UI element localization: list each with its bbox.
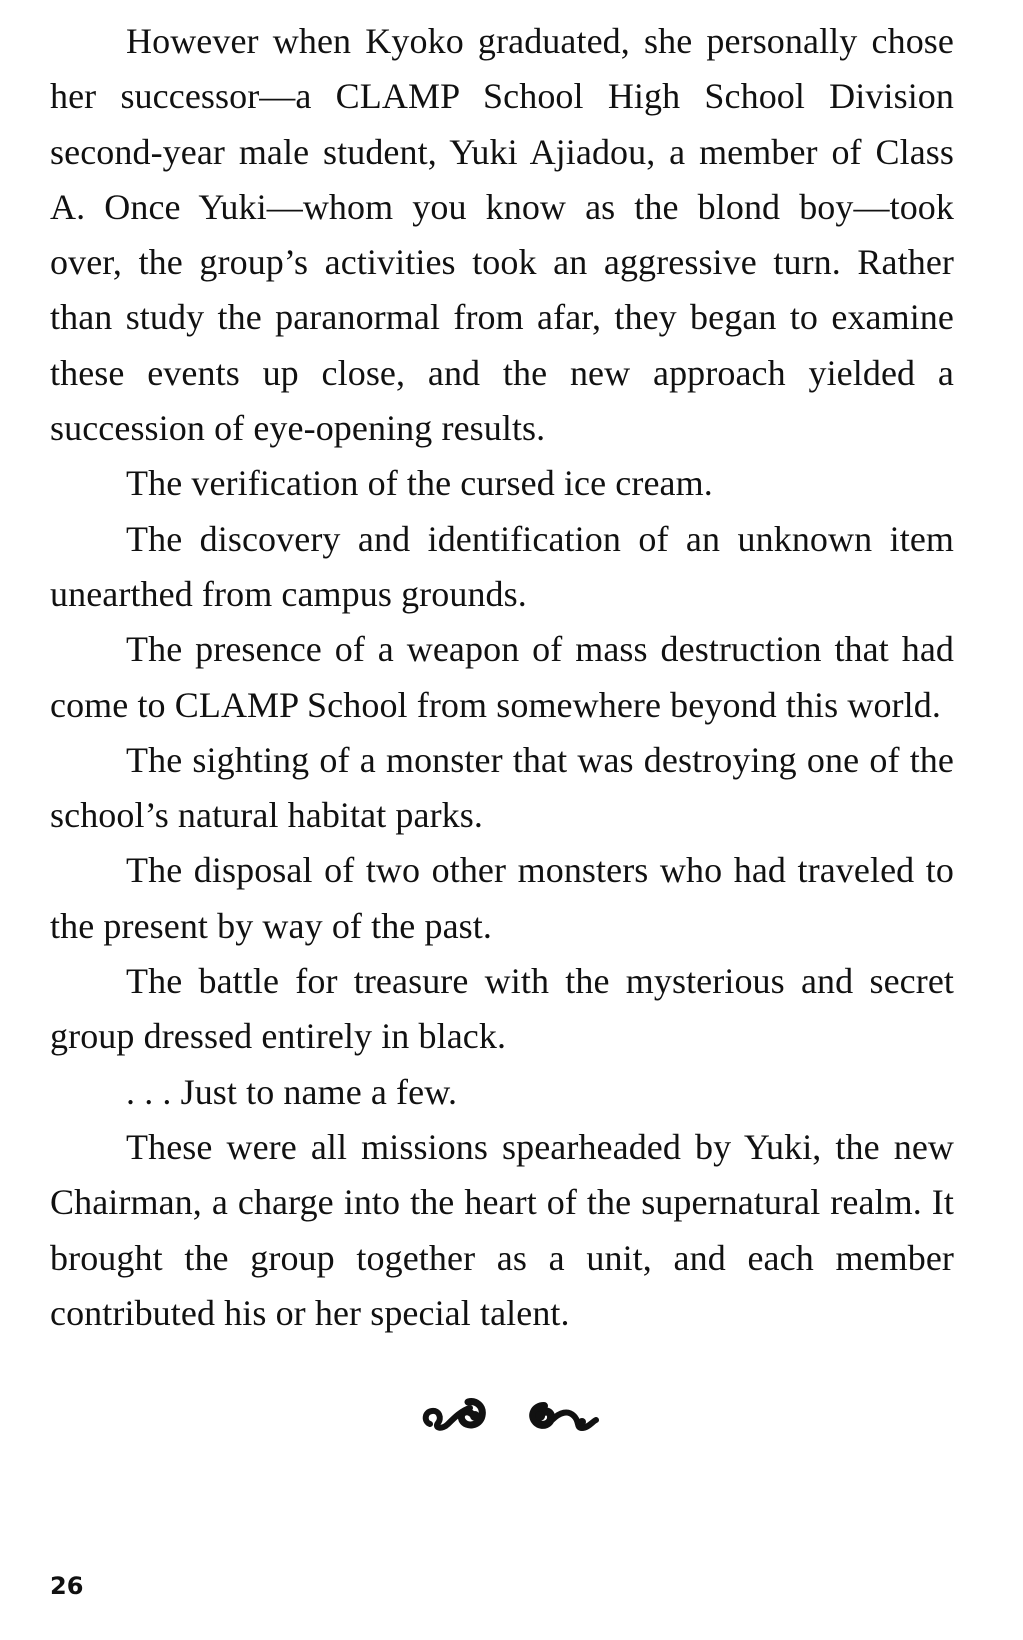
paragraph-missions-summary: These were all missions spearheaded by Yuki, the new Chairman, a charge into the heart of the supernatural realm. It brought the group together as a unit, and each member contributed his or her special talent. [50,1126,954,1333]
section-break-flourish-icon [0,1392,1023,1442]
paragraph-monster-sighting: The sighting of a monster that was destroying one of the school’s natural habitat parks. [50,739,954,836]
paragraph-name-a-few: . . . Just to name a few. [126,1071,458,1112]
paragraph-weapon: The presence of a weapon of mass destruction that had come to CLAMP School from somewhere beyond this world. [50,629,954,725]
paragraph-treasure-battle: The battle for treasure with the mysterious and secret group dressed entirely in black. [50,961,954,1057]
paragraph-unknown-item: The discovery and identification of an unknown item unearthed from campus grounds. [50,518,954,614]
paragraph-chairman-succession: However when Kyoko graduated, she personally chose her successor—a CLAMP School High School Division second-year male student, Yuki Ajiadou, a member of Class A. Once Yuki—whom you know as the blond boy—took over, the group’s activities took an aggressive turn. Rather than study the paranormal from afar, they began to examine these events up close, and the new approach yielded a succession of eye-opening results. [50,21,954,449]
paragraph-monster-disposal: The disposal of two other monsters who had traveled to the present by way of the past. [50,850,954,946]
page-number: 26 [50,1572,84,1600]
body-text [50,14,954,1341]
paragraph-cursed-ice-cream: The verification of the cursed ice cream. [126,463,713,504]
